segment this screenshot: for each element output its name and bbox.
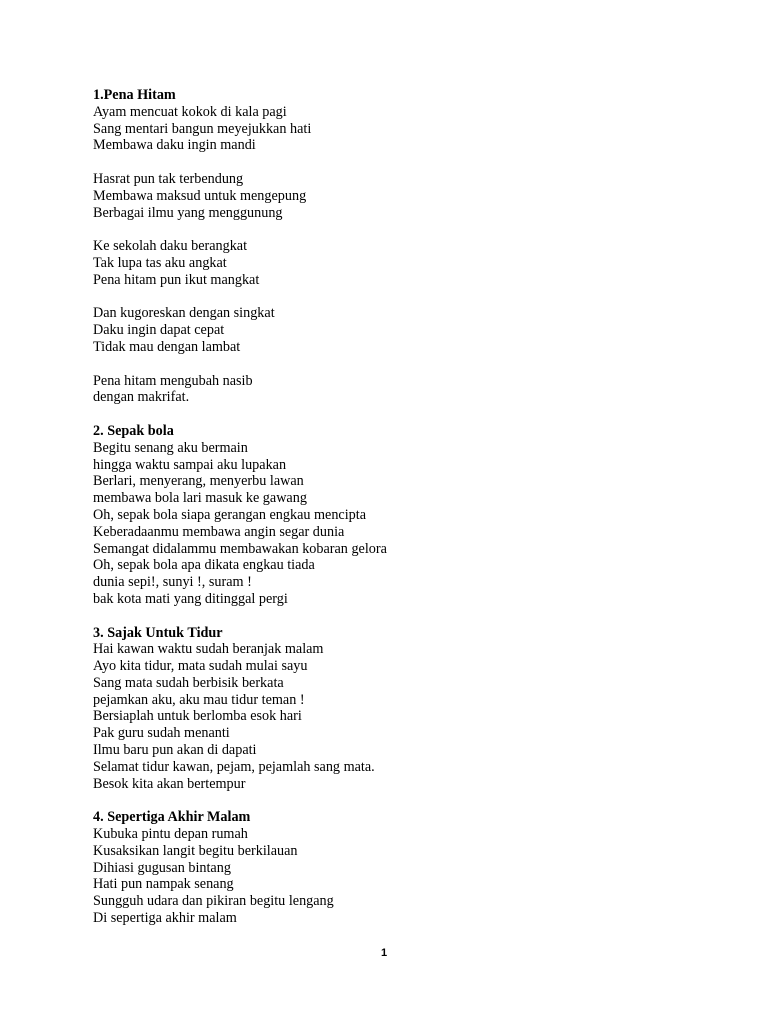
stanza: [93, 171, 693, 221]
poem-line: dunia sepi!, sunyi !, suram !: [93, 574, 252, 591]
poem-line: Ayo kita tidur, mata sudah mulai sayu: [93, 658, 308, 675]
poem-line: Sang mentari bangun meyejukkan hati: [93, 120, 312, 137]
poem-line: Pena hitam mengubah nasib: [93, 372, 253, 389]
poem: [93, 87, 693, 406]
stanza: [93, 440, 693, 608]
poem-line: Tidak mau dengan lambat: [93, 338, 241, 355]
poem: [93, 625, 693, 793]
poem-title: 3. Sajak Untuk Tidur: [93, 624, 223, 641]
poem-line: Daku ingin dapat cepat: [93, 322, 225, 339]
poem-line: Berlari, menyerang, menyerbu lawan: [93, 473, 304, 490]
poem-line: Ilmu baru pun akan di dapati: [93, 742, 257, 759]
poem-line: Kusaksikan langit begitu berkilauan: [93, 842, 298, 859]
poem-line: Ke sekolah daku berangkat: [93, 238, 248, 255]
poem: [93, 423, 693, 608]
poem-collection: [93, 87, 693, 944]
poem-line: Hati pun nampak senang: [93, 876, 234, 893]
poem-line: Pak guru sudah menanti: [93, 725, 230, 742]
poem-line: Besok kita akan bertempur: [93, 775, 246, 792]
poem-title: 1.Pena Hitam: [93, 87, 176, 103]
poem-title: 2. Sepak bola: [93, 422, 174, 439]
stanza: [93, 305, 693, 355]
poem-line: Keberadaanmu membawa angin segar dunia: [93, 523, 345, 540]
stanza: [93, 826, 693, 927]
poem-line: dengan makrifat.: [93, 389, 190, 406]
poem-line: Pena hitam pun ikut mangkat: [93, 271, 260, 288]
poem-line: Membawa daku ingin mandi: [93, 137, 256, 154]
poem-line: Semangat didalammu membawakan kobaran gelora: [93, 540, 387, 557]
poem-line: Dan kugoreskan dengan singkat: [93, 305, 275, 322]
poem-line: Hai kawan waktu sudah beranjak malam: [93, 641, 324, 658]
poem-line: Selamat tidur kawan, pejam, pejamlah sang mata.: [93, 758, 375, 775]
stanza: [93, 238, 693, 288]
poem-line: Di sepertiga akhir malam: [93, 910, 237, 927]
poem-line: Ayam mencuat kokok di kala pagi: [93, 103, 287, 120]
poem-line: Sungguh udara dan pikiran begitu lengang: [93, 893, 334, 910]
poem-line: Oh, sepak bola siapa gerangan engkau mencipta: [93, 506, 367, 523]
poem-line: hingga waktu sampai aku lupakan: [93, 456, 287, 473]
poem-line: Membawa maksud untuk mengepung: [93, 187, 307, 204]
poem-line: Kubuka pintu depan rumah: [93, 826, 248, 843]
page-number: 1: [380, 947, 388, 959]
poem-line: Oh, sepak bola apa dikata engkau tiada: [93, 557, 315, 574]
stanza: [93, 104, 693, 154]
poem-title: 4. Sepertiga Akhir Malam: [93, 809, 251, 826]
poem-line: Bersiaplah untuk berlomba esok hari: [93, 708, 302, 725]
poem-line: Begitu senang aku bermain: [93, 439, 248, 456]
poem-line: Hasrat pun tak terbendung: [93, 170, 244, 187]
poem-line: membawa bola lari masuk ke gawang: [93, 490, 307, 507]
poem-line: Sang mata sudah berbisik berkata: [93, 674, 284, 691]
poem-line: bak kota mati yang ditinggal pergi: [93, 590, 288, 607]
stanza: [93, 641, 693, 792]
poem-line: Dihiasi gugusan bintang: [93, 859, 231, 876]
poem-line: pejamkan aku, aku mau tidur teman !: [93, 691, 305, 708]
stanza: [93, 373, 693, 407]
poem-line: Berbagai ilmu yang menggunung: [93, 204, 283, 221]
poem: [93, 809, 693, 927]
poem-line: Tak lupa tas aku angkat: [93, 254, 227, 271]
